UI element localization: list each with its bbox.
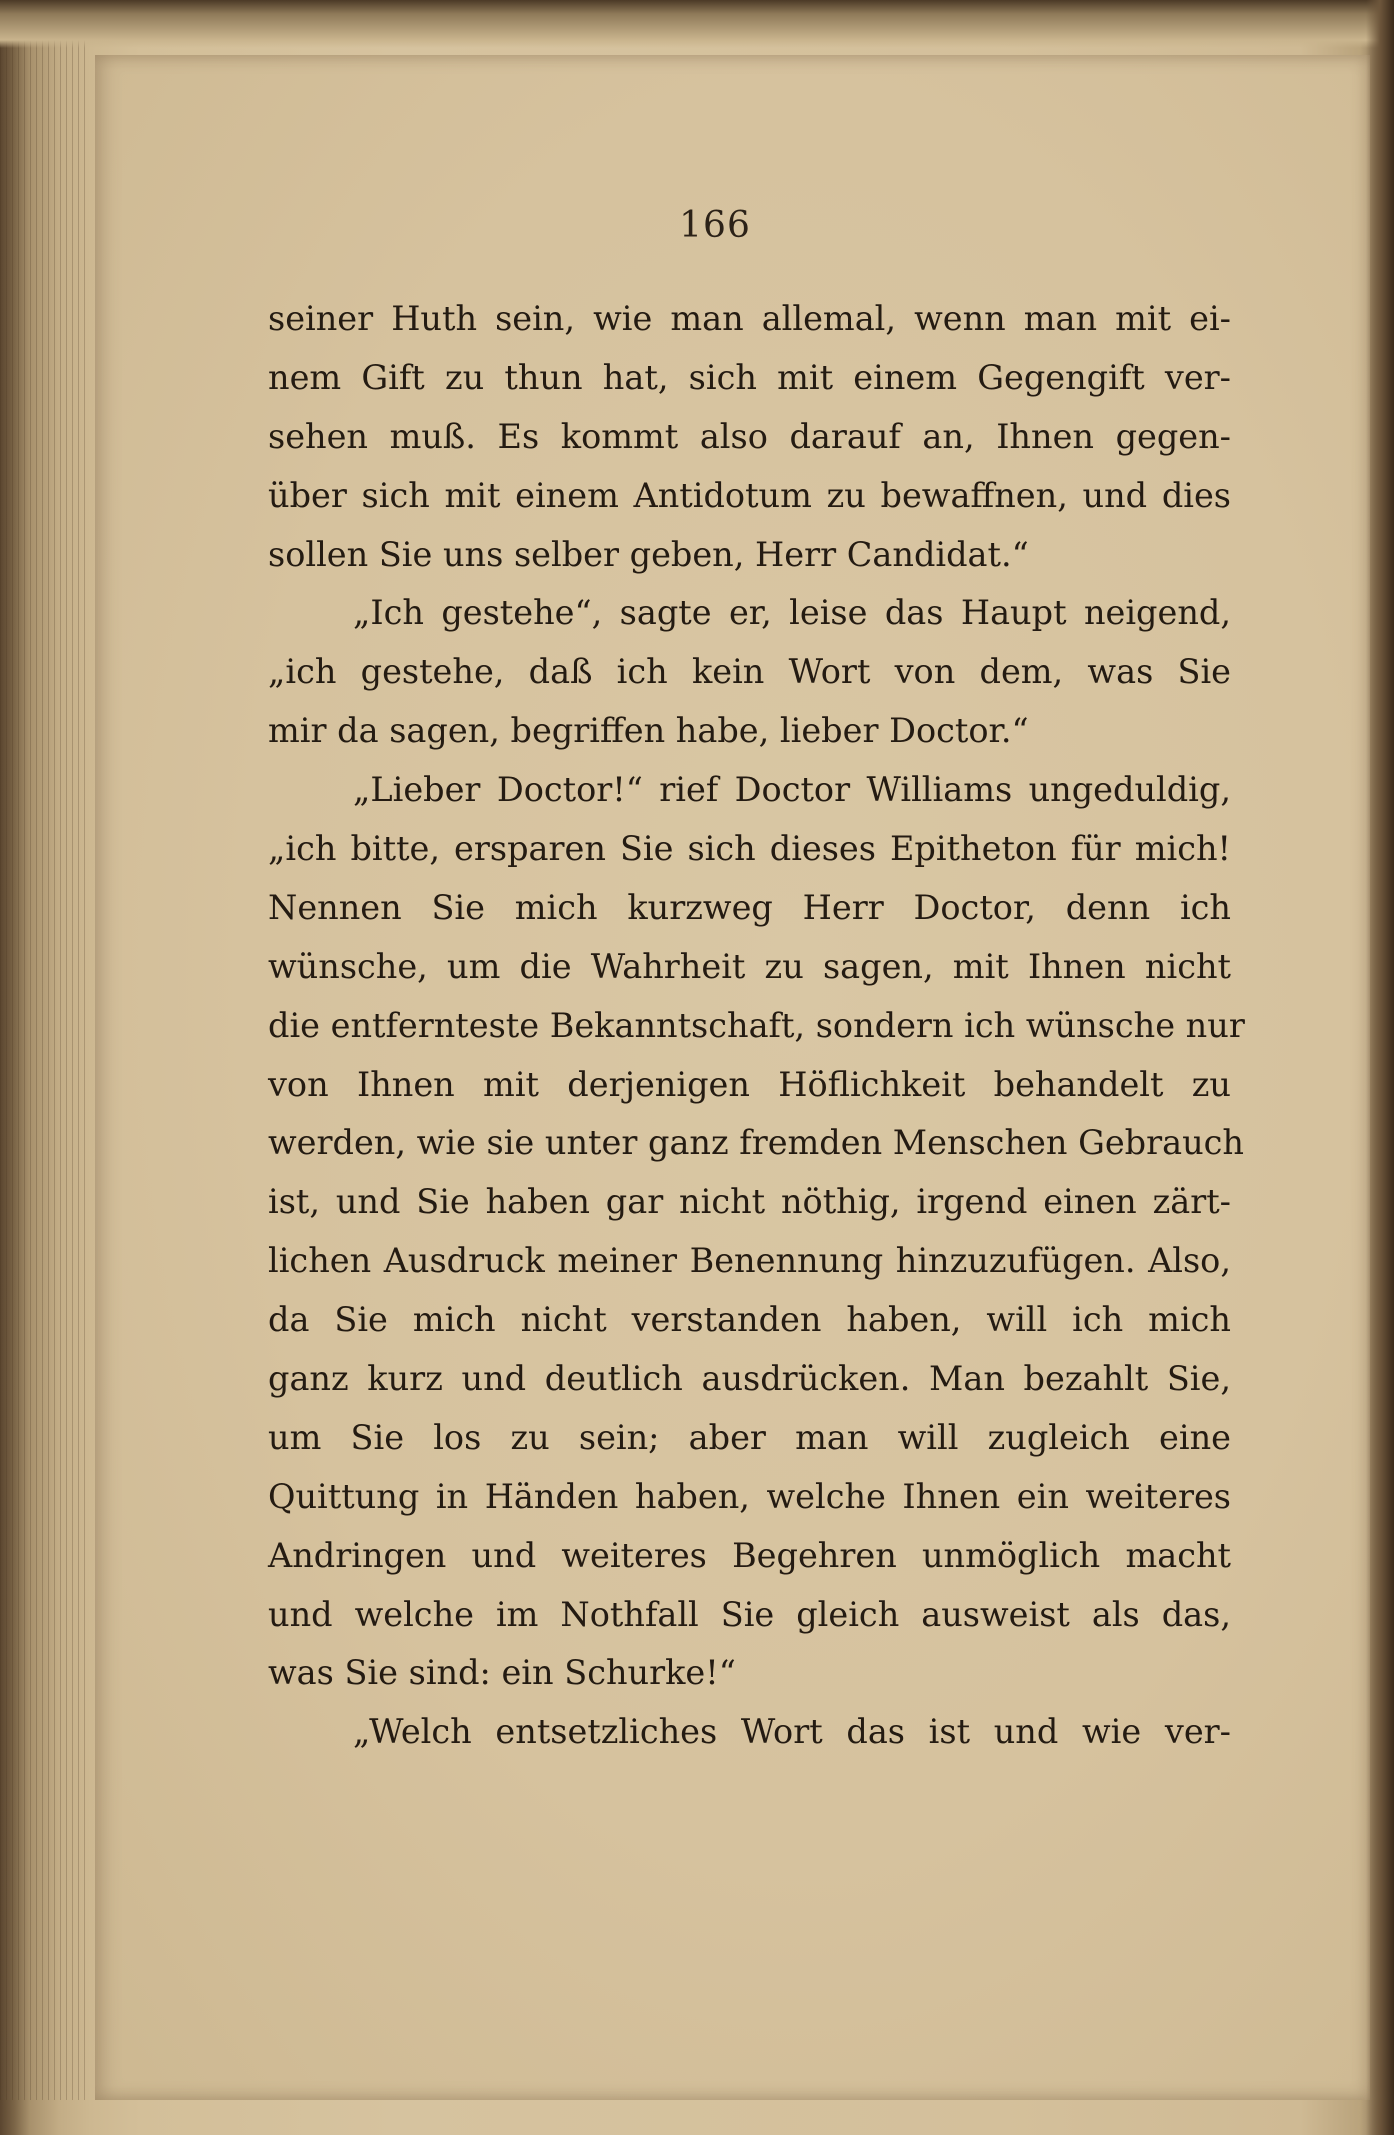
text-line: mir da sagen, begriffen habe, lieber Doctor.“	[268, 711, 1029, 751]
text-line: was Sie sind: ein Schurke!“	[268, 1653, 736, 1693]
text-line: wünsche, um die Wahrheit zu sagen, mit Ihnen nicht	[268, 946, 1231, 986]
text-line: seiner Huth sein, wie man allemal, wenn man mit ei-	[268, 299, 1231, 338]
body-text	[268, 290, 1245, 1762]
right-book-edge	[1366, 0, 1394, 2135]
top-page-edge	[0, 0, 1394, 48]
text-line: Andringen und weiteres Begehren unmöglich macht	[268, 1535, 1231, 1575]
text-line: ist, und Sie haben gar nicht nöthig, irgend einen zärt-	[268, 1182, 1231, 1222]
text-line: um Sie los zu sein; aber man will zugleich eine	[268, 1417, 1231, 1457]
text-line: „Ich gestehe“, sagte er, leise das Haupt neigend,	[353, 593, 1231, 633]
text-line: Nennen Sie mich kurzweg Herr Doctor, denn ich	[268, 887, 1231, 927]
text-line: sollen Sie uns selber geben, Herr Candidat.“	[268, 534, 1029, 574]
page-stack-edge	[0, 40, 90, 2100]
text-line: werden, wie sie unter ganz fremden Menschen Gebrauch	[268, 1123, 1244, 1163]
text-line: sehen muß. Es kommt also darauf an, Ihnen gegen-	[268, 416, 1231, 456]
text-line: „ich bitte, ersparen Sie sich dieses Epitheton für mich!	[268, 829, 1231, 869]
text-line: und welche im Nothfall Sie gleich ausweist als das,	[268, 1594, 1231, 1634]
text-line: Quittung in Händen haben, welche Ihnen ein weiteres	[268, 1476, 1231, 1516]
text-line: lichen Ausdruck meiner Benennung hinzuzufügen. Also,	[268, 1241, 1231, 1281]
text-line: „ich gestehe, daß ich kein Wort von dem, was Sie	[268, 652, 1231, 692]
text-line: die entfernteste Bekanntschaft, sondern ich wünsche nur	[268, 1005, 1245, 1045]
page-number: 166	[679, 205, 751, 246]
text-line: „Welch entsetzliches Wort das ist und wie ver-	[353, 1712, 1231, 1752]
text-line: ganz kurz und deutlich ausdrücken. Man bezahlt Sie,	[268, 1359, 1231, 1399]
text-line: „Lieber Doctor!“ rief Doctor Williams ungeduldig,	[353, 770, 1231, 810]
text-line: über sich mit einem Antidotum zu bewaffnen, und dies	[268, 475, 1231, 515]
text-line: von Ihnen mit derjenigen Höflichkeit behandelt zu	[268, 1064, 1231, 1104]
text-line: da Sie mich nicht verstanden haben, will ich mich	[268, 1300, 1231, 1340]
text-line: nem Gift zu thun hat, sich mit einem Gegengift ver-	[268, 357, 1231, 397]
